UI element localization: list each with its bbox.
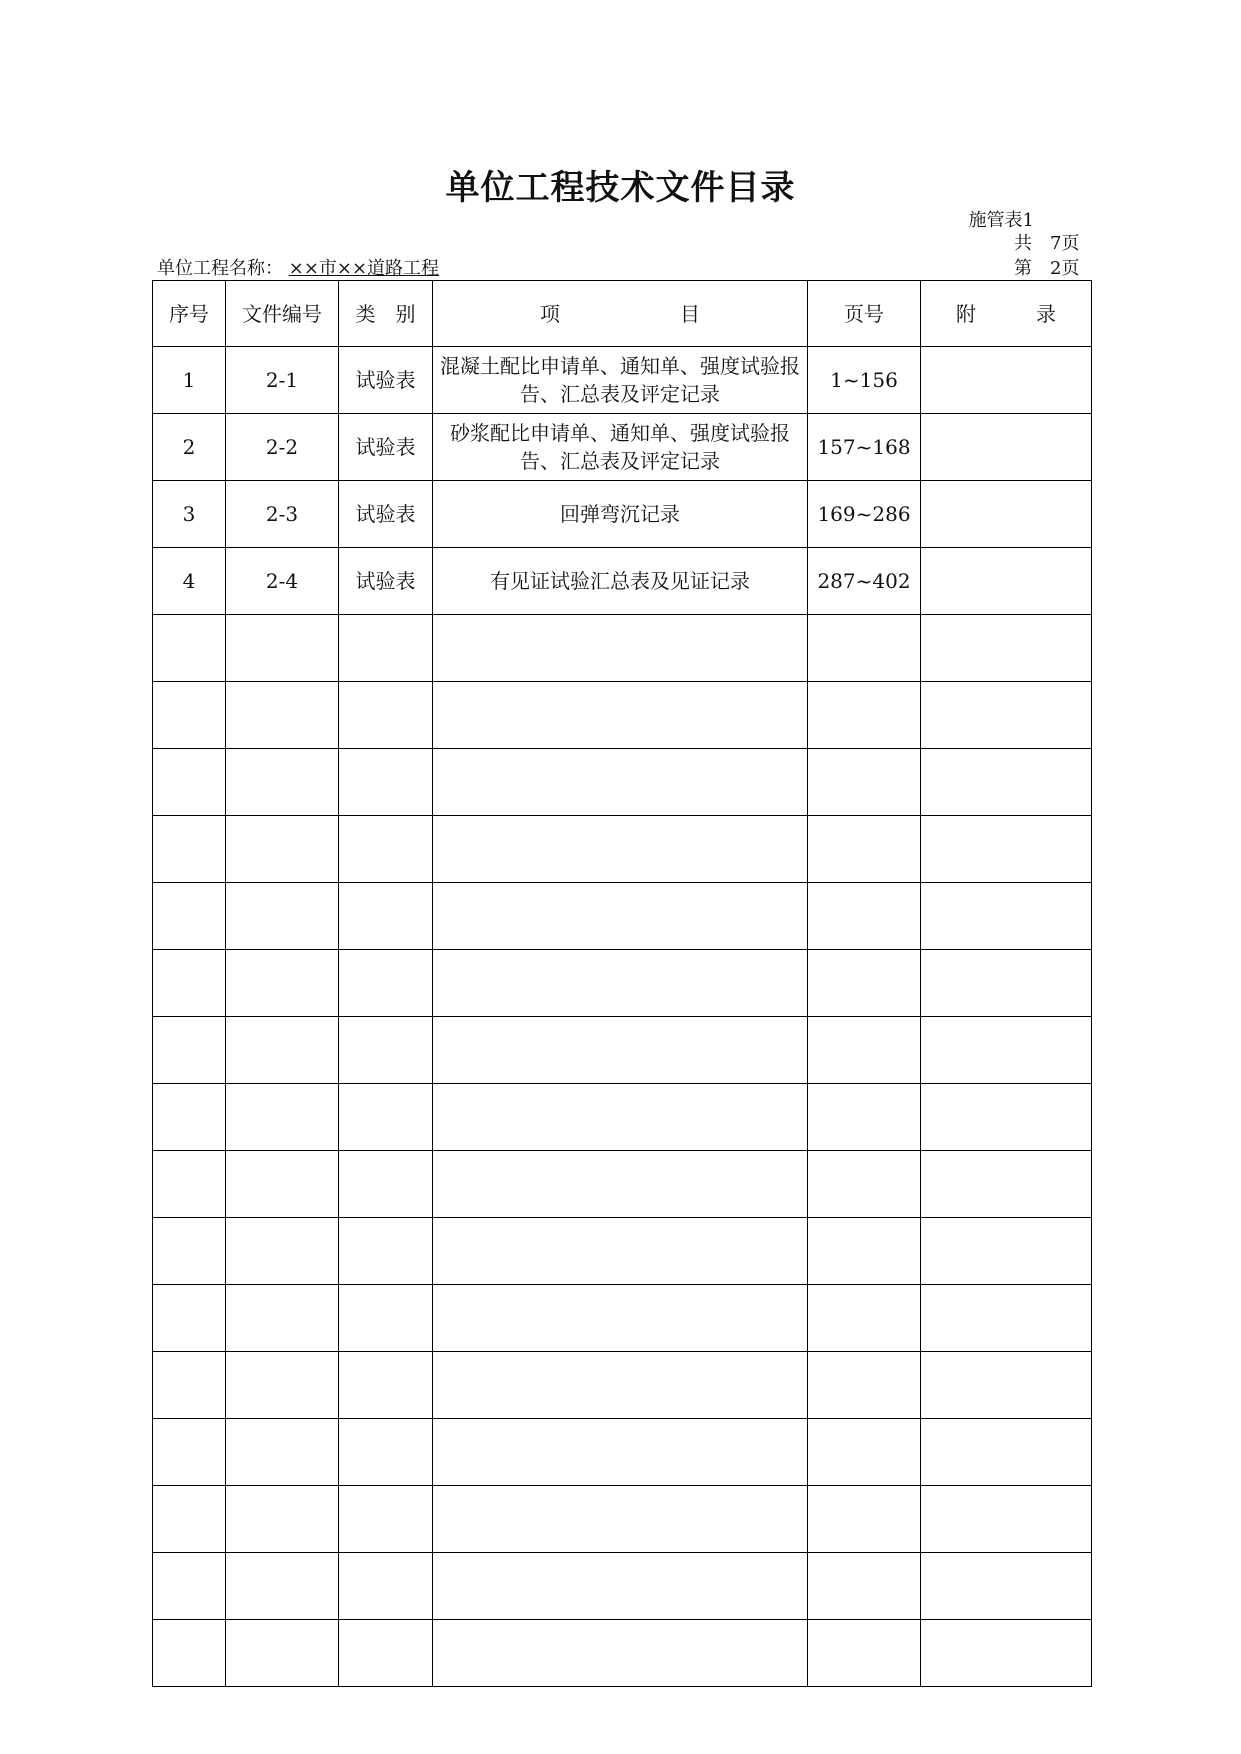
cell-file-number xyxy=(226,1352,339,1419)
cell-appendix xyxy=(921,682,1092,749)
cell-category xyxy=(339,1553,433,1620)
cell-item xyxy=(433,1017,808,1084)
cell-file-number: 2-3 xyxy=(226,481,339,548)
cell-category: 试验表 xyxy=(339,548,433,615)
cell-item: 有见证试验汇总表及见证记录 xyxy=(433,548,808,615)
cell-category xyxy=(339,1486,433,1553)
cell-file-number: 2-4 xyxy=(226,548,339,615)
cell-file-number: 2-2 xyxy=(226,414,339,481)
cell-page-number xyxy=(808,1486,921,1553)
cell-category xyxy=(339,1285,433,1352)
table-row xyxy=(153,749,1092,816)
cell-item xyxy=(433,1151,808,1218)
cell-page-number xyxy=(808,883,921,950)
catalog-table xyxy=(152,280,1092,1687)
cell-file-number xyxy=(226,1486,339,1553)
cell-appendix xyxy=(921,1620,1092,1687)
cell-category xyxy=(339,682,433,749)
cell-page-number xyxy=(808,1620,921,1687)
cell-file-number xyxy=(226,1151,339,1218)
cell-page-number xyxy=(808,1285,921,1352)
cell-page-number xyxy=(808,682,921,749)
cell-appendix xyxy=(921,548,1092,615)
cell-item xyxy=(433,1620,808,1687)
cell-file-number xyxy=(226,883,339,950)
cell-category xyxy=(339,1352,433,1419)
cell-file-number xyxy=(226,749,339,816)
cell-index: 2 xyxy=(153,414,226,481)
cell-file-number xyxy=(226,950,339,1017)
cell-file-number xyxy=(226,1017,339,1084)
cell-file-number xyxy=(226,615,339,682)
cell-category xyxy=(339,1084,433,1151)
table-row xyxy=(153,682,1092,749)
table-row xyxy=(153,1084,1092,1151)
cell-page-number xyxy=(808,1352,921,1419)
cell-appendix xyxy=(921,1084,1092,1151)
cell-item: 回弹弯沉记录 xyxy=(433,481,808,548)
project-name: ××市××道路工程 xyxy=(288,258,440,279)
cell-file-number xyxy=(226,1285,339,1352)
cell-category: 试验表 xyxy=(339,414,433,481)
cell-item xyxy=(433,1553,808,1620)
cell-category: 试验表 xyxy=(339,481,433,548)
cell-item: 混凝土配比申请单、通知单、强度试验报告、汇总表及评定记录 xyxy=(433,347,808,414)
cell-appendix xyxy=(921,414,1092,481)
table-row xyxy=(153,1419,1092,1486)
cell-item xyxy=(433,950,808,1017)
table-row xyxy=(153,1151,1092,1218)
table-row xyxy=(153,1218,1092,1285)
project-label: 单位工程名称： xyxy=(157,258,283,279)
table-row xyxy=(153,347,1092,414)
cell-appendix xyxy=(921,481,1092,548)
cell-appendix xyxy=(921,615,1092,682)
current-page: 第 2页 xyxy=(1014,258,1080,279)
cell-item xyxy=(433,749,808,816)
cell-index xyxy=(153,1486,226,1553)
cell-file-number xyxy=(226,816,339,883)
cell-index xyxy=(153,1620,226,1687)
cell-category xyxy=(339,1151,433,1218)
cell-appendix xyxy=(921,347,1092,414)
cell-file-number xyxy=(226,682,339,749)
cell-index xyxy=(153,749,226,816)
cell-file-number xyxy=(226,1218,339,1285)
cell-index: 4 xyxy=(153,548,226,615)
cell-page-number xyxy=(808,1017,921,1084)
cell-appendix xyxy=(921,1285,1092,1352)
cell-index xyxy=(153,1352,226,1419)
cell-index xyxy=(153,1218,226,1285)
cell-page-number xyxy=(808,1084,921,1151)
cell-page-number: 287~402 xyxy=(808,548,921,615)
cell-appendix xyxy=(921,816,1092,883)
table-row xyxy=(153,615,1092,682)
cell-category xyxy=(339,1218,433,1285)
cell-file-number xyxy=(226,1620,339,1687)
cell-appendix xyxy=(921,1017,1092,1084)
cell-item xyxy=(433,1084,808,1151)
cell-file-number xyxy=(226,1084,339,1151)
cell-index xyxy=(153,1084,226,1151)
cell-page-number: 157~168 xyxy=(808,414,921,481)
table-row xyxy=(153,1553,1092,1620)
cell-item xyxy=(433,615,808,682)
cell-index xyxy=(153,1151,226,1218)
cell-file-number: 2-1 xyxy=(226,347,339,414)
cell-item xyxy=(433,816,808,883)
cell-page-number xyxy=(808,1419,921,1486)
cell-page-number: 1~156 xyxy=(808,347,921,414)
cell-appendix xyxy=(921,1486,1092,1553)
cell-index xyxy=(153,883,226,950)
cell-item xyxy=(433,883,808,950)
form-code: 施管表1 xyxy=(968,210,1034,231)
cell-category: 试验表 xyxy=(339,347,433,414)
cell-appendix xyxy=(921,950,1092,1017)
cell-index xyxy=(153,816,226,883)
table-row xyxy=(153,414,1092,481)
table-header-row xyxy=(153,281,1092,347)
column-header-file-number: 文件编号 xyxy=(226,281,339,347)
cell-page-number xyxy=(808,950,921,1017)
cell-appendix xyxy=(921,1352,1092,1419)
cell-index xyxy=(153,1285,226,1352)
cell-item xyxy=(433,1218,808,1285)
cell-item xyxy=(433,1285,808,1352)
cell-appendix xyxy=(921,1151,1092,1218)
table-row xyxy=(153,1352,1092,1419)
cell-category xyxy=(339,1017,433,1084)
cell-index xyxy=(153,1553,226,1620)
table-row xyxy=(153,1620,1092,1687)
column-header-index: 序号 xyxy=(153,281,226,347)
table-row xyxy=(153,481,1092,548)
cell-item xyxy=(433,1352,808,1419)
total-pages: 共 7页 xyxy=(1014,233,1080,254)
cell-appendix xyxy=(921,1553,1092,1620)
cell-appendix xyxy=(921,1218,1092,1285)
table-row xyxy=(153,548,1092,615)
cell-index: 3 xyxy=(153,481,226,548)
column-header-page-number: 页号 xyxy=(808,281,921,347)
column-header-item: 项 目 xyxy=(433,281,808,347)
table-row xyxy=(153,883,1092,950)
cell-index: 1 xyxy=(153,347,226,414)
column-header-category: 类 别 xyxy=(339,281,433,347)
cell-index xyxy=(153,1017,226,1084)
cell-category xyxy=(339,615,433,682)
cell-page-number xyxy=(808,1151,921,1218)
cell-category xyxy=(339,1419,433,1486)
cell-index xyxy=(153,1419,226,1486)
cell-index xyxy=(153,682,226,749)
cell-category xyxy=(339,883,433,950)
page-title: 单位工程技术文件目录 xyxy=(445,168,796,208)
table-row xyxy=(153,816,1092,883)
table-row xyxy=(153,1285,1092,1352)
project-name-line xyxy=(157,254,439,280)
table-row xyxy=(153,1486,1092,1553)
cell-category xyxy=(339,950,433,1017)
cell-item xyxy=(433,1486,808,1553)
table-row xyxy=(153,950,1092,1017)
cell-page-number xyxy=(808,749,921,816)
column-header-appendix: 附 录 xyxy=(921,281,1092,347)
cell-appendix xyxy=(921,1419,1092,1486)
cell-item xyxy=(433,682,808,749)
cell-index xyxy=(153,615,226,682)
cell-category xyxy=(339,1620,433,1687)
cell-category xyxy=(339,816,433,883)
cell-page-number: 169~286 xyxy=(808,481,921,548)
cell-page-number xyxy=(808,1218,921,1285)
cell-page-number xyxy=(808,1553,921,1620)
table-row xyxy=(153,1017,1092,1084)
cell-index xyxy=(153,950,226,1017)
cell-page-number xyxy=(808,816,921,883)
cell-item: 砂浆配比申请单、通知单、强度试验报告、汇总表及评定记录 xyxy=(433,414,808,481)
cell-appendix xyxy=(921,749,1092,816)
cell-item xyxy=(433,1419,808,1486)
cell-file-number xyxy=(226,1553,339,1620)
cell-category xyxy=(339,749,433,816)
cell-page-number xyxy=(808,615,921,682)
cell-appendix xyxy=(921,883,1092,950)
cell-file-number xyxy=(226,1419,339,1486)
